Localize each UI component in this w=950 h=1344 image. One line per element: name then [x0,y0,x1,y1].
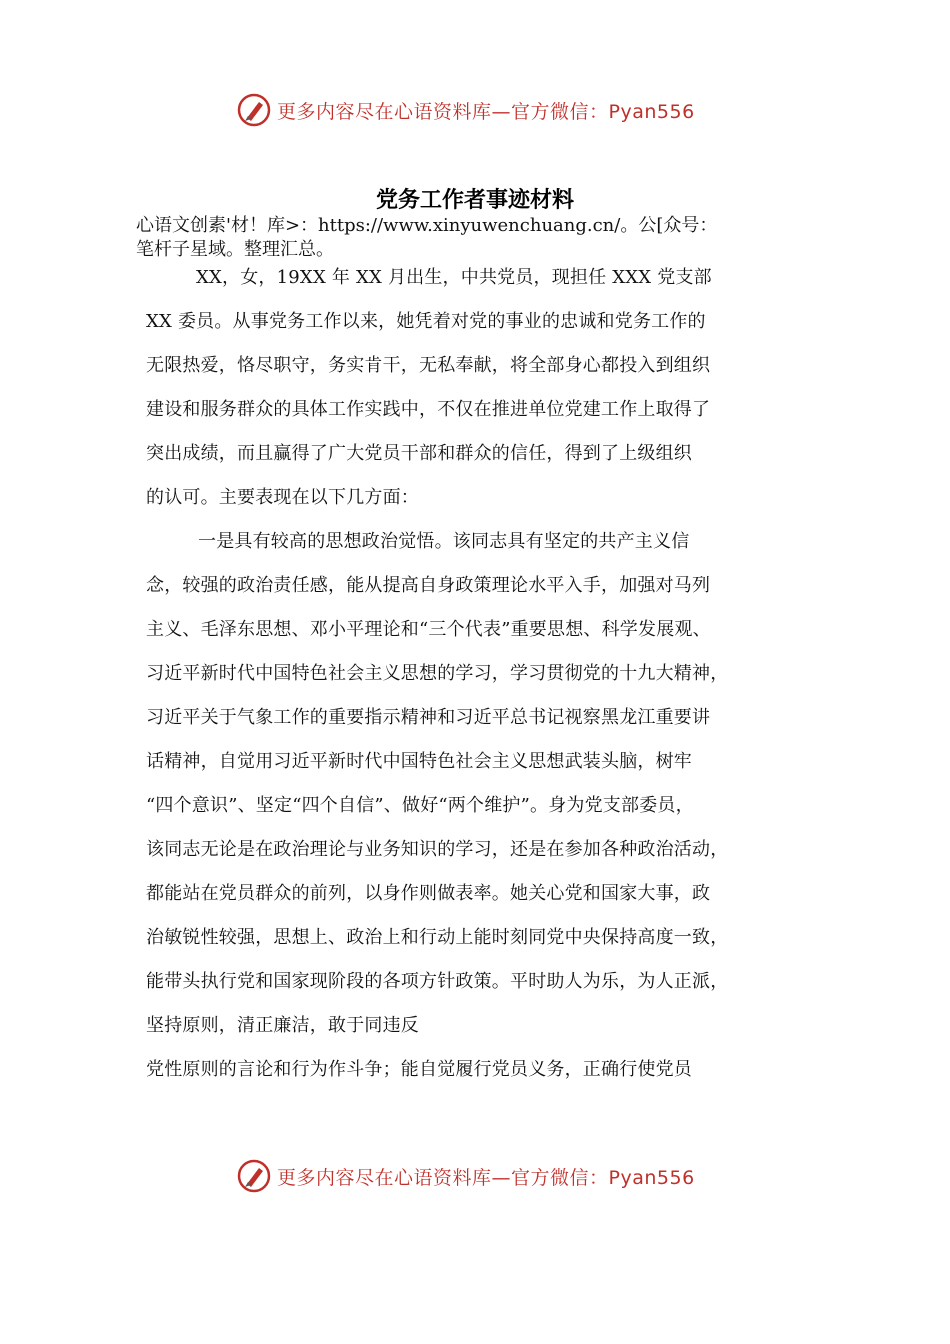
text-line: XX，女，19XX 年 XX 月出生，中共党员，现担任 XXX 党支部 [196,267,712,288]
text-line: 的认可。主要表现在以下几方面： [146,487,419,508]
text-line: 话精神，自觉用习近平新时代中国特色社会主义思想武装头脑，树牢 [146,751,692,772]
text-line: 党性原则的言论和行为作斗争；能自觉履行党员义务，正确行使党员 [146,1059,692,1080]
text-line: 无限热爱，恪尽职守，务实肯干，无私奉献，将全部身心都投入到组织 [146,355,711,376]
text-line: 习近平新时代中国特色社会主义思想的学习，学习贯彻党的十九大精神， [146,663,729,684]
header-watermark-banner [237,92,695,128]
text-line: 念，较强的政治责任感，能从提高自身政策理论水平入手，加强对马列 [146,575,711,596]
text-line: 能带头执行党和国家现阶段的各项方针政策。平时助人为乐，为人正派， [146,971,729,992]
text-line: 一是具有较高的思想政治觉悟。该同志具有坚定的共产主义信 [198,531,690,552]
pen-logo-icon [237,1159,271,1193]
source-line: 心语文创素'材！库>：https://www.xinyuwenchuang.cn/。公[众号： [136,215,718,236]
footer-watermark-text: 更多内容尽在心语资料库—官方微信：Pyan556 [277,1166,695,1189]
text-line: 该同志无论是在政治理论与业务知识的学习，还是在参加各种政治活动， [146,839,729,860]
document-title: 党务工作者事迹材料 [375,187,574,213]
source-note [136,214,826,262]
text-line: 习近平关于气象工作的重要指示精神和习近平总书记视察黑龙江重要讲 [146,707,711,728]
text-line: 建设和服务群众的具体工作实践中，不仅在推进单位党建工作上取得了 [146,399,711,420]
text-line: 突出成绩，而且赢得了广大党员干部和群众的信任，得到了上级组织 [146,443,692,464]
pen-logo-icon [237,93,271,127]
document-body [146,256,836,1092]
text-line: “四个意识”、坚定“四个自信”、做好“两个维护”。身为党支部委员， [146,795,694,816]
text-line: 治敏锐性较强，思想上、政治上和行动上能时刻同党中央保持高度一致， [146,927,729,948]
footer-watermark-banner [237,1158,695,1194]
text-line: 主义、毛泽东思想、邓小平理论和“三个代表”重要思想、科学发展观、 [146,619,711,640]
text-line: XX 委员。从事党务工作以来，她凭着对党的事业的忠诚和党务工作的 [146,311,706,332]
text-line: 都能站在党员群众的前列，以身作则做表率。她关心党和国家大事，政 [146,883,711,904]
header-watermark-text: 更多内容尽在心语资料库—官方微信：Pyan556 [277,100,695,123]
text-line: 坚持原则，清正廉洁，敢于同违反 [146,1015,419,1036]
source-line: 笔杆子星域。整理汇总。 [136,239,334,260]
